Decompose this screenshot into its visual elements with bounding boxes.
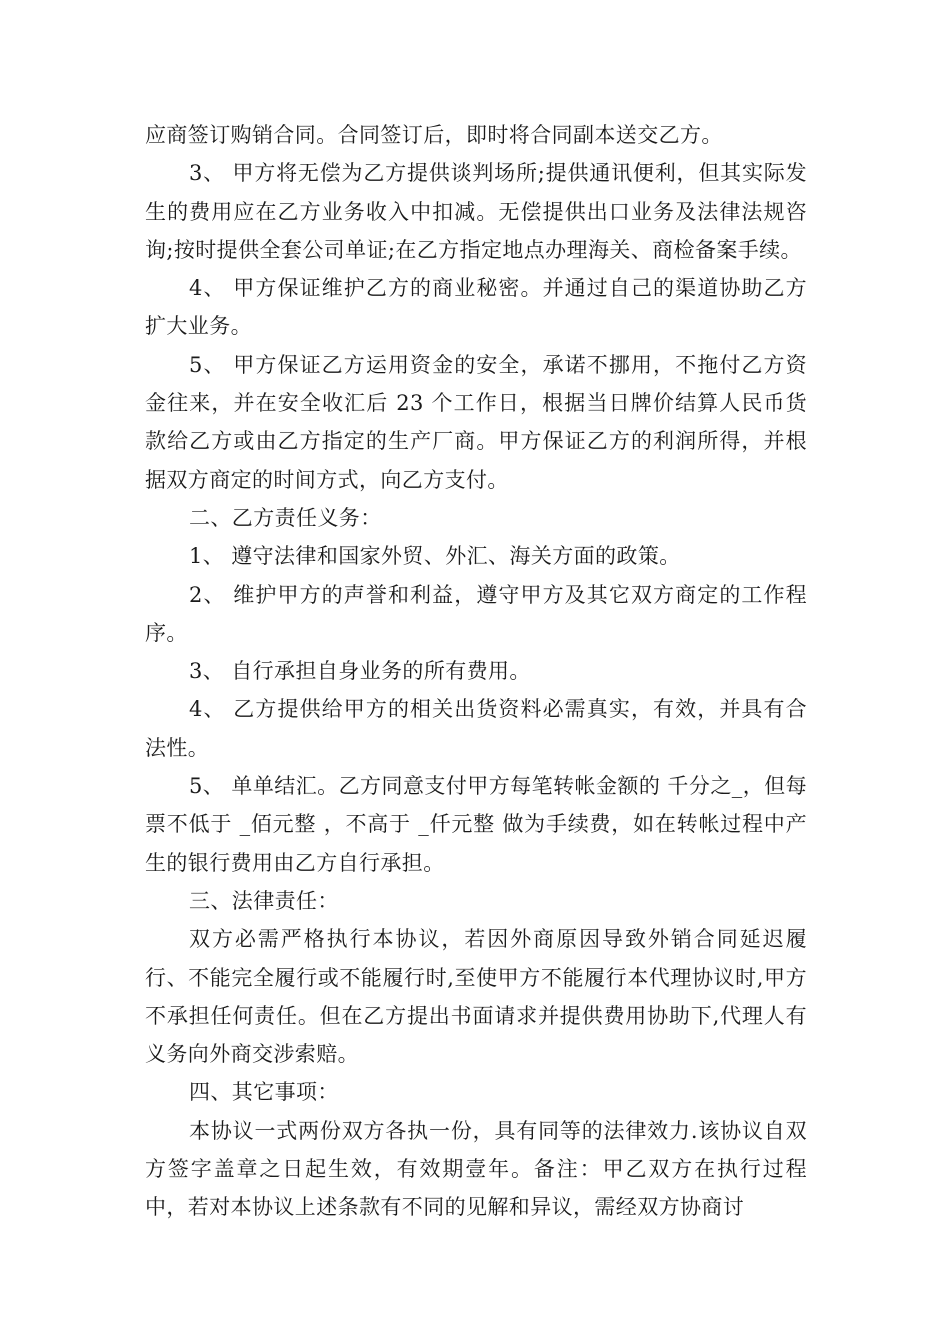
paragraph-14: 本协议一式两份双方各执一份，具有同等的法律效力.该协议自双方签字盖章之日起生效，有效期壹年。备注：甲乙双方在执行过程中，若对本协议上述条款有不同的见解和异议，需经双方协商讨 [145,1118,807,1220]
section-heading-3: 三、法律责任： [189,888,339,913]
paragraph-1: 应商签订购销合同。合同签订后，即时将合同副本送交乙方。 [145,123,723,147]
paragraph-7: 2、 维护甲方的声誉和利益，遵守甲方及其它双方商定的工作程序。 [145,582,807,645]
document-body [145,116,807,1227]
paragraph-6: 1、 遵守法律和国家外贸、外汇、海关方面的政策。 [189,544,681,569]
paragraph-9: 4、 乙方提供给甲方的相关出货资料必需真实，有效，并具有合法性。 [145,697,807,760]
paragraph-12: 双方必需严格执行本协议，若因外商原因导致外销合同延迟履行、不能完全履行或不能履行时,至使甲方不能履行本代理协议时,甲方不承担任何责任。但在乙方提出书面请求并提供费用协助下,代理人有义务向外商交涉索赔。 [145,927,807,1067]
paragraph-2: 3、 甲方将无偿为乙方提供谈判场所;提供通讯便利，但其实际发生的费用应在乙方业务收入中扣减。无偿提供出口业务及法律法规咨询;按时提供全套公司单证;在乙方指定地点办理海关、商检备案手续。 [145,161,807,262]
paragraph-3: 4、 甲方保证维护乙方的商业秘密。并通过自己的渠道协助乙方扩大业务。 [145,276,807,339]
paragraph-10: 5、 单单结汇。乙方同意支付甲方每笔转帐金额的 千分之_，但每票不低于 _佰元整 ，不高于 _仟元整 做为手续费，如在转帐过程中产生的银行费用由乙方自行承担。 [145,774,807,875]
paragraph-8: 3、 自行承担自身业务的所有费用。 [189,659,531,684]
section-heading-2: 二、乙方责任义务： [189,505,382,530]
paragraph-4: 5、 甲方保证乙方运用资金的安全，承诺不挪用，不拖付乙方资金往来，并在安全收汇后 23 个工作日，根据当日牌价结算人民币货款给乙方或由乙方指定的生产厂商。甲方保证乙方的利润所得，并根据双方商定的时间方式，向乙方支付。 [145,352,807,492]
section-heading-4: 四、其它事项： [189,1080,339,1105]
